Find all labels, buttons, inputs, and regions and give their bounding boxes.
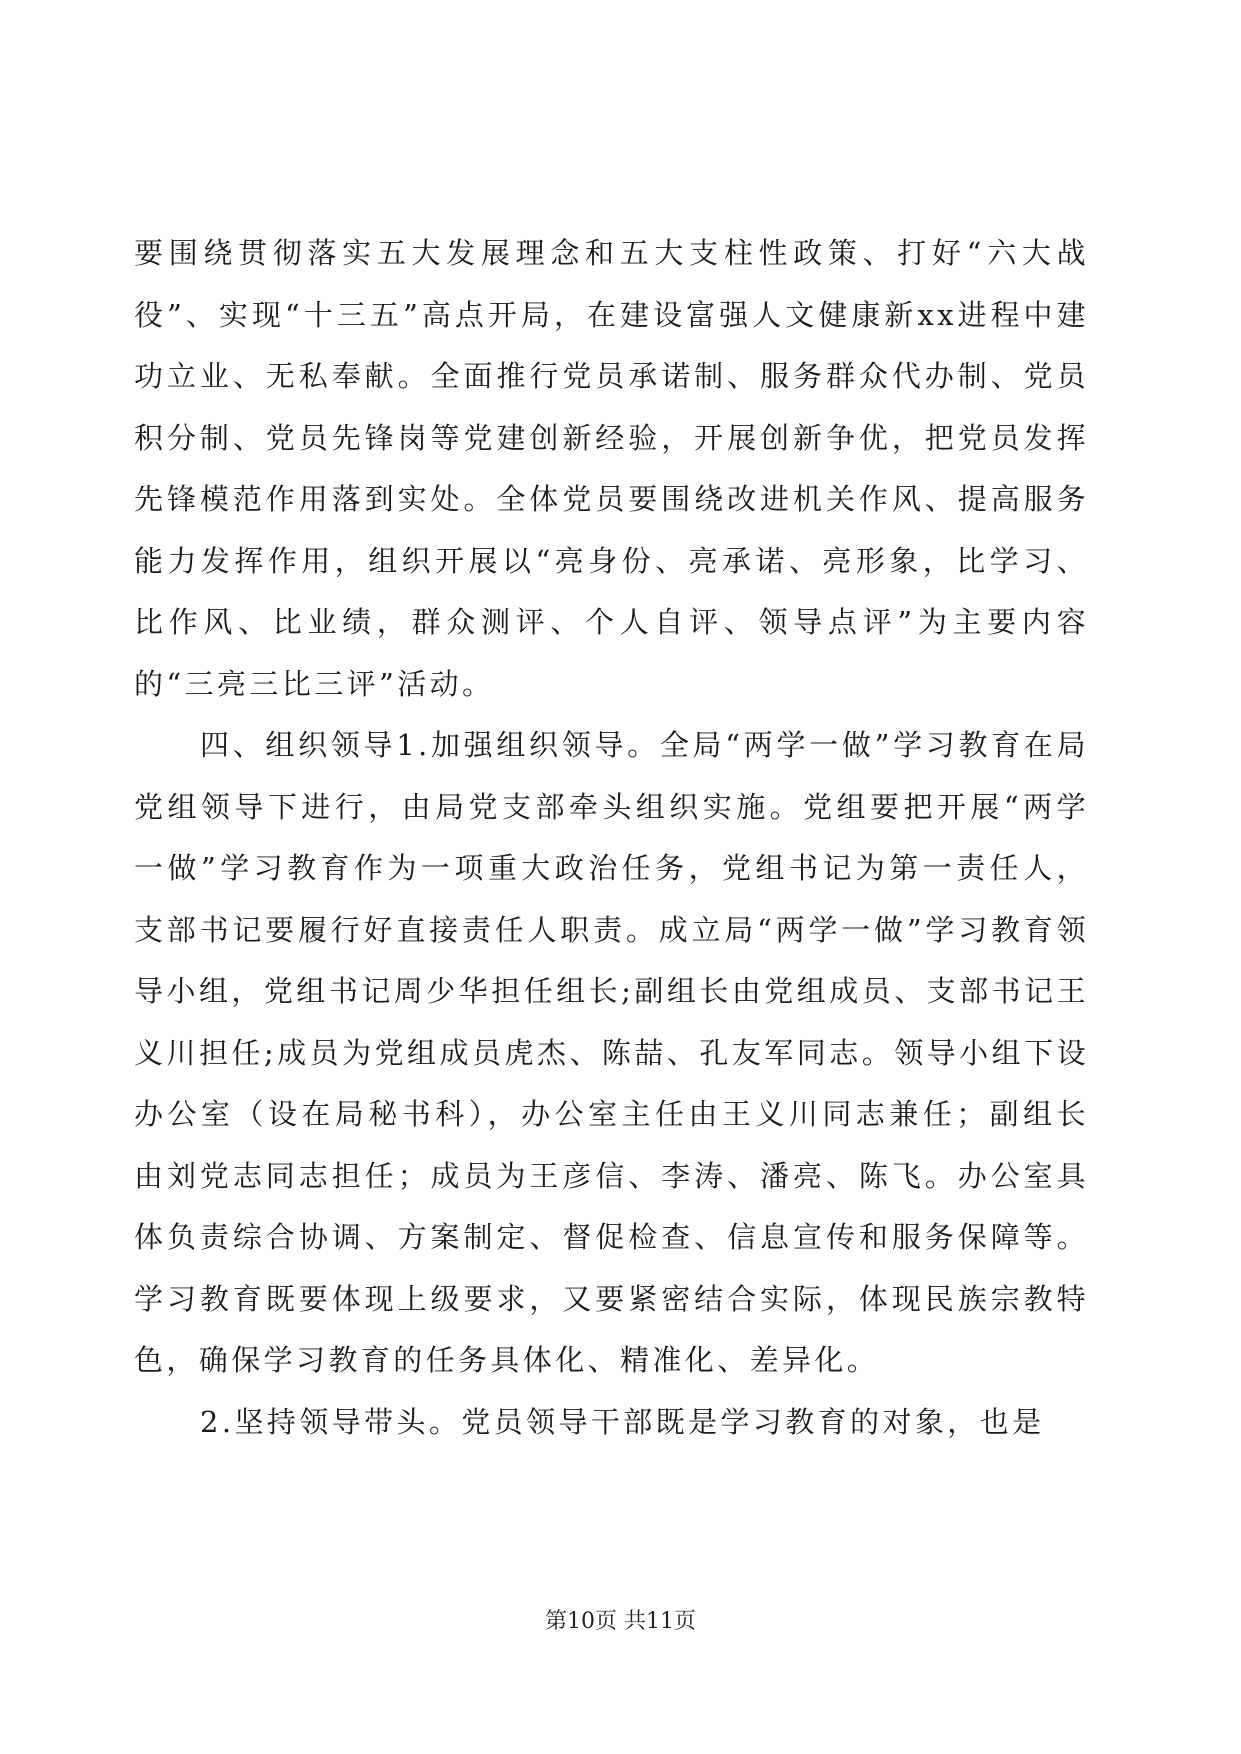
paragraph-3: 2.坚持领导带头。党员领导干部既是学习教育的对象，也是 <box>200 1404 1045 1439</box>
document-body <box>134 223 1089 1453</box>
paragraph-1: 要围绕贯彻落实五大发展理念和五大支柱性政策、打好“六大战役”、实现“十三五”高点开局，在建设富强人文健康新xx进程中建功立业、无私奉献。全面推行党员承诺制、服务群众代办制、党员积分制、党员先锋岗等党建创新经验，开展创新争优，把党员发挥先锋模范作用落到实处。全体党员要围绕改进机关作风、提高服务能力发挥作用，组织开展以“亮身份、亮承诺、亮形象，比学习、比作风、比业绩，群众测评、个人自评、领导点评”为主要内容的“三亮三比三评”活动。 <box>134 236 1089 701</box>
page-number-footer: 第10页 共11页 <box>545 1609 696 1634</box>
paragraph-2: 四、组织领导1.加强组织领导。全局“两学一做”学习教育在局党组领导下进行，由局党支部牵头组织实施。党组要把开展“两学一做”学习教育作为一项重大政治任务，党组书记为第一责任人，支部书记要履行好直接责任人职责。成立局“两学一做”学习教育领导小组，党组书记周少华担任组长;副组长由党组成员、支部书记王义川担任;成员为党组成员虎杰、陈喆、孔友军同志。领导小组下设办公室（设在局秘书科），办公室主任由王义川同志兼任；副组长由刘党志同志担任；成员为王彦信、李涛、潘亮、陈飞。办公室具体负责综合协调、方案制定、督促检查、信息宣传和服务保障等。学习教育既要体现上级要求，又要紧密结合实际，体现民族宗教特色，确保学习教育的任务具体化、精准化、差异化。 <box>134 728 1089 1377</box>
